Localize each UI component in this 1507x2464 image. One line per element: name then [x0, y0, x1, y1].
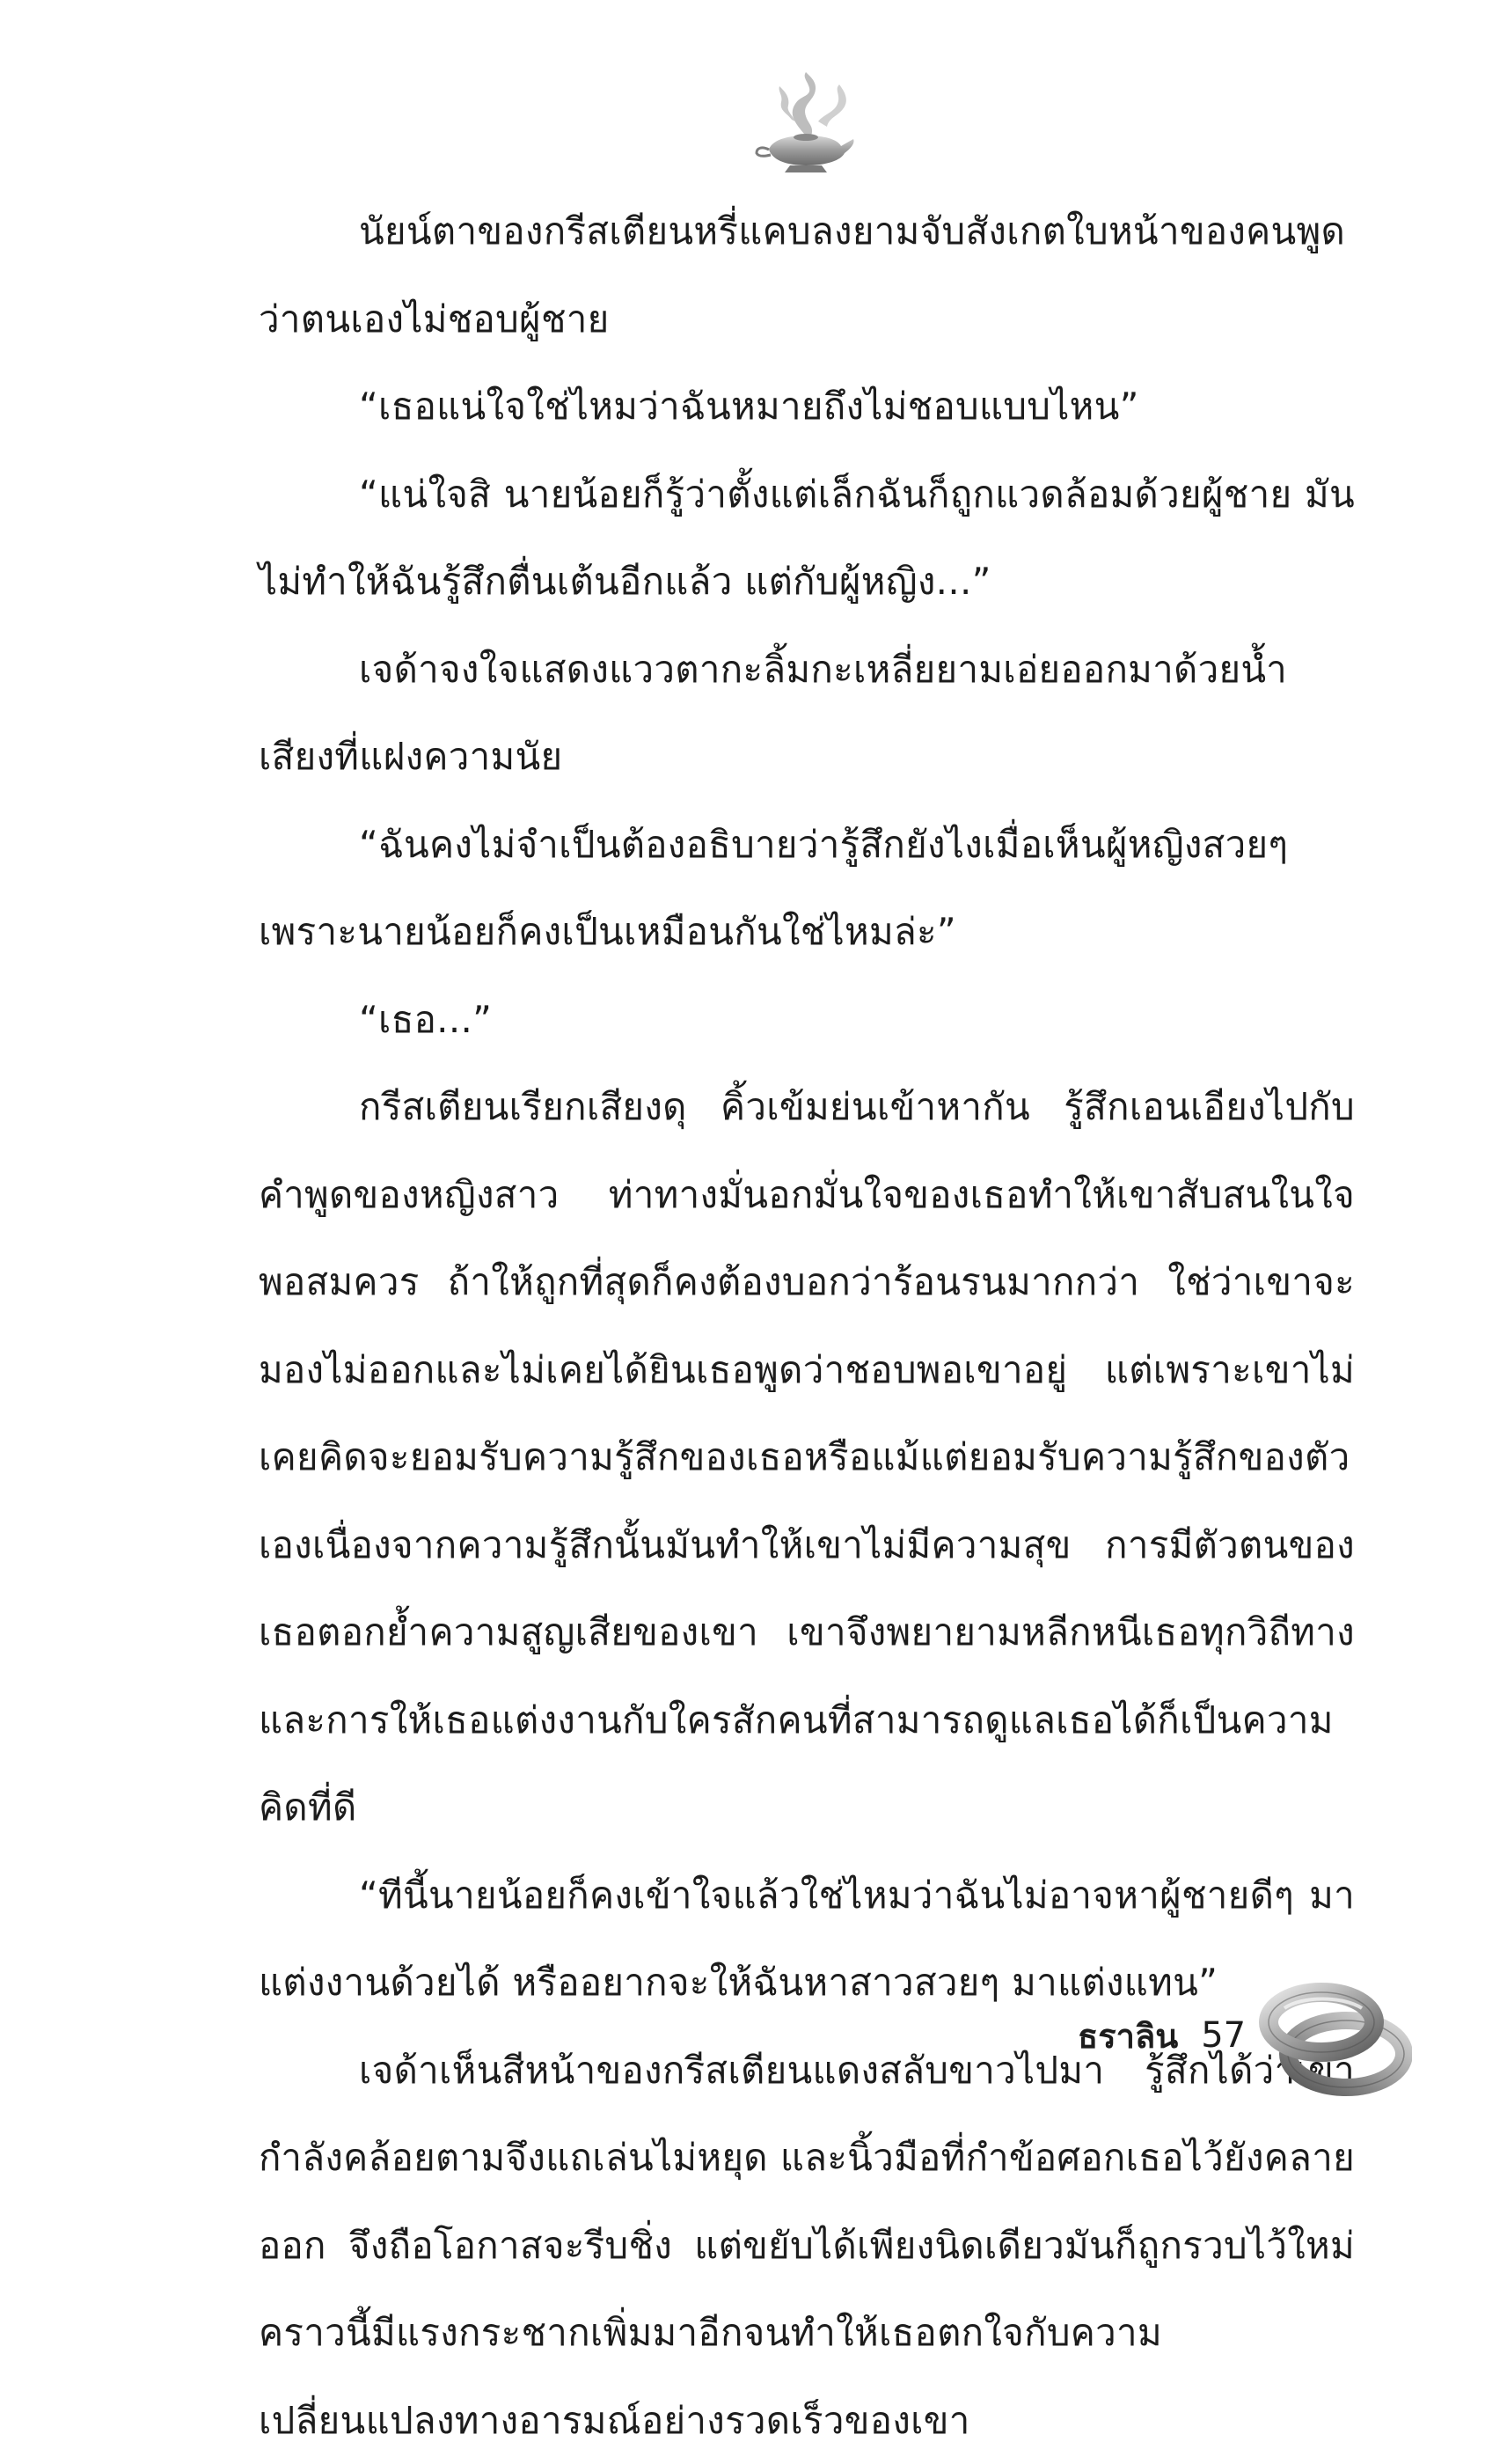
paragraph: นัยน์ตาของกรีสเตียนหรี่แคบลงยามจับสังเกตใบหน้าของคนพูดว่าตนเองไม่ชอบผู้ชาย [259, 187, 1355, 363]
body-text [259, 187, 1355, 2464]
wedding-rings-icon [1258, 1969, 1412, 2101]
paragraph: เจด้าเห็นสีหน้าของกรีสเตียนแดงสลับขาวไปมา รู้สึกได้ว่าเขากำลังคล้อยตามจึงแถเล่นไม่หยุด และนิ้วมือที่กำข้อศอกเธอไว้ยังคลายออก จึงถือโอกาสจะรีบชิ่ง แต่ขยับได้เพียงนิดเดียวมันก็ถูกรวบไว้ใหม่ คราวนี้มีแรงกระชากเพิ่มมาอีกจนทำให้เธอตกใจกับความเปลี่ยนแปลงทางอารมณ์อย่างรวดเร็วของเขา [259, 2027, 1355, 2464]
paragraph: “ทีนี้นายน้อยก็คงเข้าใจแล้วใช่ไหมว่าฉันไม่อาจหาผู้ชายดีๆ มาแต่งงานด้วยได้ หรืออยากจะให้ฉันหาสาวสวยๆ มาแต่งแทน” [259, 1852, 1355, 2027]
paragraph: “เธอแน่ใจใช่ไหมว่าฉันหมายถึงไม่ชอบแบบไหน” [259, 363, 1355, 451]
paragraph: “เธอ...” [259, 976, 1355, 1064]
paragraph: กรีสเตียนเรียกเสียงดุ คิ้วเข้มย่นเข้าหากัน รู้สึกเอนเอียงไปกับคำพูดของหญิงสาว ท่าทางมั่นอกมั่นใจของเธอทำให้เขาสับสนในใจพอสมควร ถ้าให้ถูกที่สุดก็คงต้องบอกว่าร้อนรนมากกว่า ใช่ว่าเขาจะมองไม่ออกและไม่เคยได้ยินเธอพูดว่าชอบพอเขาอยู่ แต่เพราะเขาไม่เคยคิดจะยอมรับความรู้สึกของเธอหรือแม้แต่ยอมรับความรู้สึกของตัวเองเนื่องจากความรู้สึกนั้นมันทำให้เขาไม่มีความสุข การมีตัวตนของเธอตอกย้ำความสูญเสียของเขา เขาจึงพยายามหลีกหนีเธอทุกวิถีทางและการให้เธอแต่งงานกับใครสักคนที่สามารถดูแลเธอได้ก็เป็นความคิดที่ดี [259, 1063, 1355, 1852]
footer-title: ธราลิน [1078, 2009, 1178, 2063]
page-number: 57 [1201, 2015, 1246, 2056]
paragraph: เจด้าจงใจแสดงแววตากะลิ้มกะเหลี่ยยามเอ่ยออกมาด้วยน้ำเสียงที่แฝงความนัย [259, 626, 1355, 801]
paragraph: “ฉันคงไม่จำเป็นต้องอธิบายว่ารู้สึกยังไงเมื่อเห็นผู้หญิงสวยๆ เพราะนายน้อยก็คงเป็นเหมือนกันใช่ไหมล่ะ” [259, 801, 1355, 976]
page-footer [1078, 2009, 1246, 2062]
genie-lamp-icon [753, 69, 859, 179]
paragraph: “แน่ใจสิ นายน้อยก็รู้ว่าตั้งแต่เล็กฉันก็ถูกแวดล้อมด้วยผู้ชาย มันไม่ทำให้ฉันรู้สึกตื่นเต้นอีกแล้ว แต่กับผู้หญิง...” [259, 451, 1355, 626]
